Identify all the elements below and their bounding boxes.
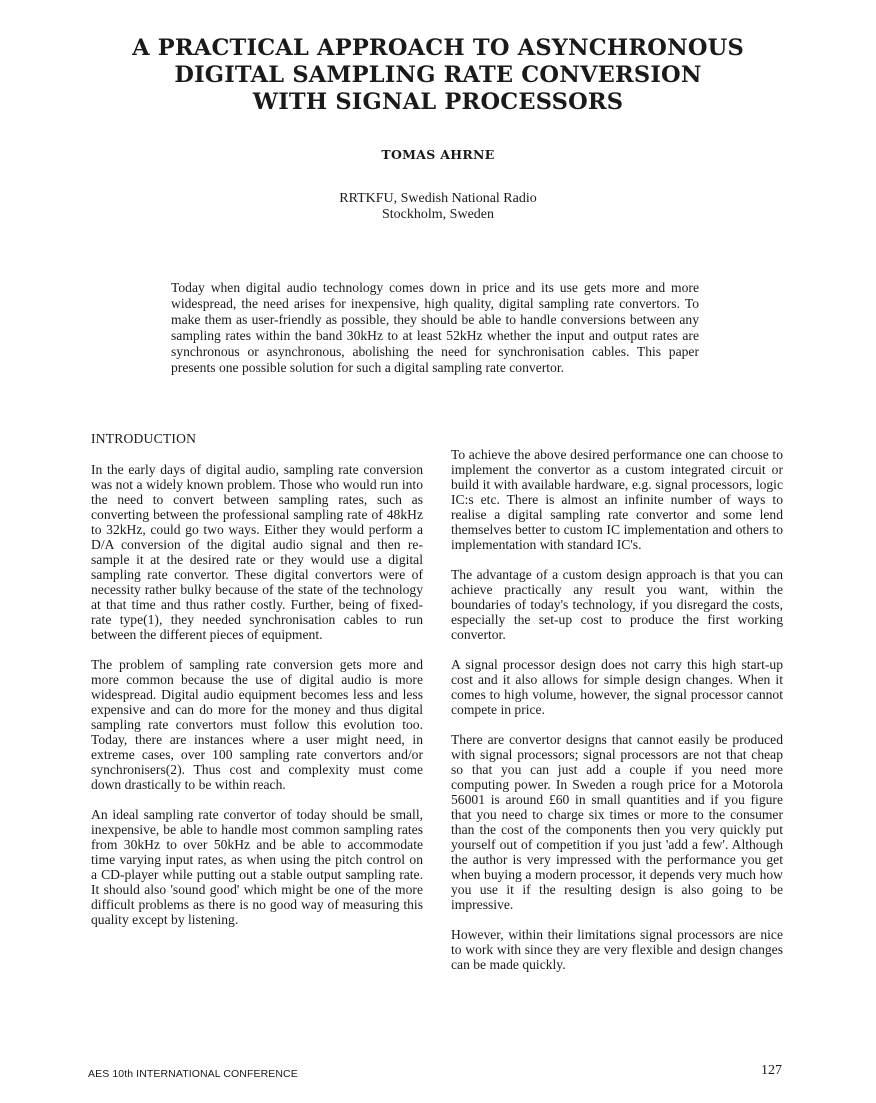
paragraph: To achieve the above desired performance one can choose to implement the convertor as a custom integrated circuit or build it with available hardware, e.g. signal processors, logic IC:s etc. There is almost an infinite number of ways to realise a digital sampling rate convertor and some lend themselves better to custom IC implementation and others to implementation with standard IC's. [451,447,783,552]
abstract: Today when digital audio technology comes down in price and its use gets more and more widespread, the need arises for inexpensive, high quality, digital sampling rate convertors. To make them as user-friendly as possible, they should be able to handle conversions between any sampling rates within the band 30kHz to at least 52kHz whether the input and output rates are synchronous or asynchronous, abolishing the need for synchronisation cables. This paper presents one possible solution for such a digital sampling rate convertor. [171,280,699,375]
paragraph: A signal processor design does not carry this high start-up cost and it also allows for simple design changes. When it comes to high volume, however, the signal processor cannot compete in price. [451,657,783,717]
title-line-1: A PRACTICAL APPROACH TO ASYNCHRONOUS [132,35,744,61]
conference-footer: AES 10th INTERNATIONAL CONFERENCE [88,1068,298,1080]
paragraph: An ideal sampling rate convertor of today should be small, inexpensive, be able to handle most common sampling rates from 30kHz to over 50kHz and be able to accommodate time varying input rates, as when using the pitch control on a CD-player while putting out a stable output sampling rate. It should also 'sound good' which might be one of the more difficult problems as there is no good way of measuring this quality except by listening. [91,807,423,927]
author-name: TOMAS AHRNE [381,147,495,162]
paper-title [40,35,836,116]
left-column [91,431,423,942]
paragraph: The advantage of a custom design approach is that you can achieve practically any result you want, within the boundaries of today's technology, if you disregard the costs, especially the set-up cost to produce the first working convertor. [451,567,783,642]
paragraph: In the early days of digital audio, sampling rate conversion was not a widely known problem. Those who would run into the need to convert between sampling rates, such as converting between the professional sampling rate of 48kHz to 32kHz, could go two ways. Either they would perform a D/A conversion of the digital audio signal and then re-sample it at the desired rate or they would use a digital sampling rate convertor. These digital convertors were of necessity rather bulky because of the state of the technology at that time and thus rather costly. Further, being of fixed-rate type(1), they needed synchronisation cables to run between the different pieces of equipment. [91,462,423,642]
affiliation-line-2: Stockholm, Sweden [382,207,494,222]
paragraph: However, within their limitations signal processors are nice to work with since they are very flexible and design changes can be made quickly. [451,927,783,972]
page-number: 127 [761,1063,782,1078]
right-column [451,447,783,987]
title-line-3: WITH SIGNAL PROCESSORS [252,89,624,115]
affiliation-line-1: RRTKFU, Swedish National Radio [339,191,537,206]
section-heading: INTRODUCTION [91,431,197,446]
title-line-2: DIGITAL SAMPLING RATE CONVERSION [174,62,702,88]
paragraph: There are convertor designs that cannot easily be produced with signal processors; signal processors are not that cheap so that you can just add a couple if you need more computing power. In Sweden a rough price for a Motorola 56001 is around £60 in small quantities and if you figure that you need to charge six times or more to the consumer than the cost of the components then you very quickly put yourself out of competition if you just 'add a few'. Although the author is very impressed with the performance you get when buying a modern processor, it depends very much how you use it if the resulting design is also going to be impressive. [451,732,783,912]
affiliation [0,191,876,223]
paragraph: The problem of sampling rate conversion gets more and more common because the use of digital audio is more widespread. Digital audio equipment becomes less and less expensive and can do more for the money and thus digital sampling rate convertors must follow this evolution too. Today, there are instances where a user might need, in extreme cases, over 100 sampling rate convertors and/or synchronisers(2). Thus cost and complexity must come down drastically to be within reach. [91,657,423,792]
